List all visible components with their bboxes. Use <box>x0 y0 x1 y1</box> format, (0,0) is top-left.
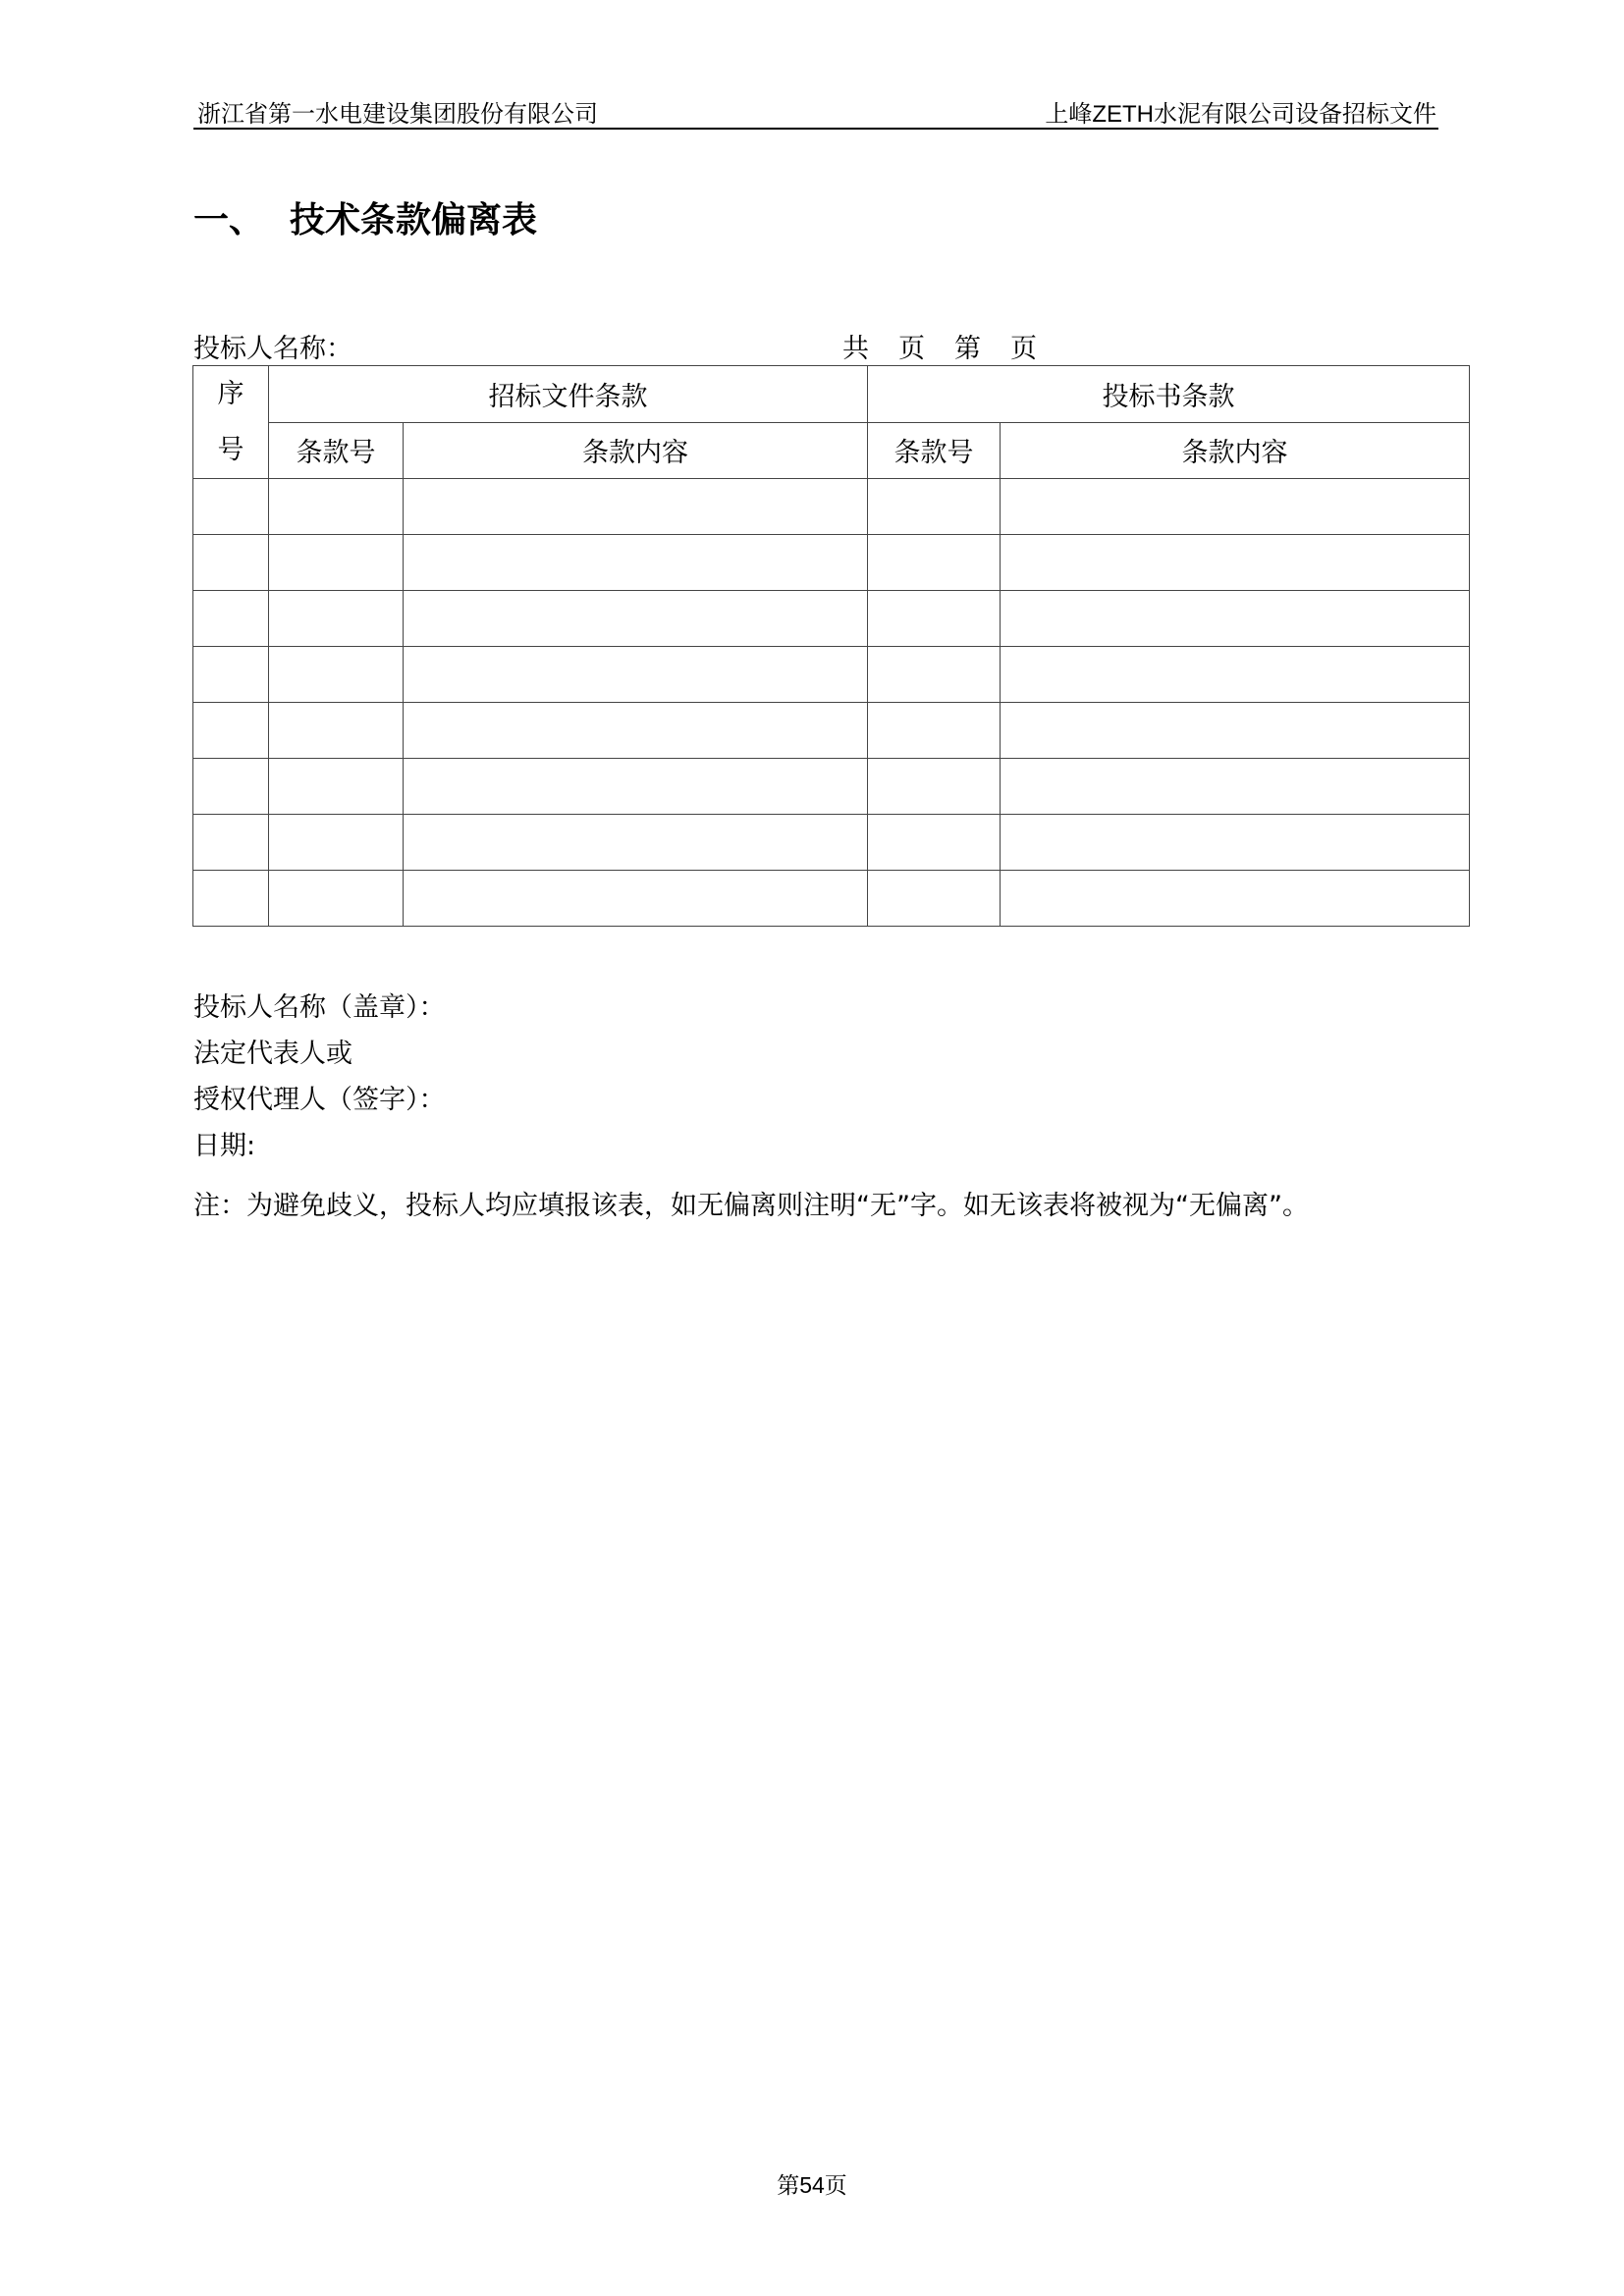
table-cell[interactable] <box>269 871 404 927</box>
table-cell[interactable] <box>868 647 1001 703</box>
table-cell[interactable] <box>404 591 868 647</box>
table-cell[interactable] <box>404 759 868 815</box>
table-cell[interactable] <box>404 647 868 703</box>
section-number: 一、 <box>193 200 265 240</box>
table-row <box>193 815 1470 871</box>
table-cell[interactable] <box>193 591 269 647</box>
table-cell[interactable] <box>868 479 1001 535</box>
table-cell[interactable] <box>868 535 1001 591</box>
table-cell[interactable] <box>269 759 404 815</box>
table-row <box>193 647 1470 703</box>
table-cell[interactable] <box>868 871 1001 927</box>
table-cell[interactable] <box>404 815 868 871</box>
page-header <box>193 94 1438 130</box>
page-number: 第54页 <box>777 2172 847 2198</box>
table-cell[interactable] <box>868 815 1001 871</box>
table-cell[interactable] <box>193 535 269 591</box>
table-cell[interactable] <box>404 703 868 759</box>
page-count-line <box>842 327 1039 365</box>
section-title <box>193 192 537 242</box>
deviation-table <box>192 365 1470 927</box>
table-cell[interactable] <box>404 871 868 927</box>
table-cell[interactable] <box>404 535 868 591</box>
table-cell[interactable] <box>1001 479 1470 535</box>
table-cell[interactable] <box>1001 815 1470 871</box>
table-body <box>193 479 1470 927</box>
table-cell[interactable] <box>193 759 269 815</box>
total-label: 共 <box>842 334 871 364</box>
table-row <box>193 871 1470 927</box>
tender-clause-content-header: 条款内容 <box>404 422 868 479</box>
seq-header <box>193 366 269 479</box>
seq-header-bottom: 号 <box>217 435 244 465</box>
table-cell[interactable] <box>1001 647 1470 703</box>
table-header-row-2 <box>193 422 1470 479</box>
bid-clauses-header: 投标书条款 <box>868 366 1470 423</box>
nth-label: 第 <box>954 334 983 364</box>
table-cell[interactable] <box>193 479 269 535</box>
signoff-date: 日期: <box>193 1131 256 1161</box>
signoff-legal-rep: 法定代表人或 <box>193 1039 352 1069</box>
table-cell[interactable] <box>868 703 1001 759</box>
table-row <box>193 759 1470 815</box>
table-cell[interactable] <box>193 703 269 759</box>
page-word-2: 页 <box>1010 334 1039 364</box>
table-row <box>193 535 1470 591</box>
table-row <box>193 479 1470 535</box>
table-cell[interactable] <box>193 647 269 703</box>
table-header-row-1 <box>193 366 1470 423</box>
bid-clause-content-header: 条款内容 <box>1001 422 1470 479</box>
table-cell[interactable] <box>193 871 269 927</box>
table-cell[interactable] <box>1001 535 1470 591</box>
table-cell[interactable] <box>404 479 868 535</box>
header-document-title: 上峰ZETH水泥有限公司设备招标文件 <box>1045 101 1436 128</box>
seq-header-top: 序 <box>217 379 244 409</box>
bid-clause-no-header: 条款号 <box>868 422 1001 479</box>
table-cell[interactable] <box>1001 591 1470 647</box>
table-cell[interactable] <box>193 815 269 871</box>
signoff-authorized-agent: 授权代理人（签字）： <box>193 1085 446 1115</box>
table-cell[interactable] <box>868 591 1001 647</box>
table-cell[interactable] <box>269 703 404 759</box>
note-text: 注：为避免歧义，投标人均应填报该表，如无偏离则注明“无”字。如无该表将被视为“无偏离”。 <box>193 1191 1309 1221</box>
table-cell[interactable] <box>269 815 404 871</box>
table-row <box>193 703 1470 759</box>
table-cell[interactable] <box>868 759 1001 815</box>
tender-clauses-header: 招标文件条款 <box>269 366 868 423</box>
table-cell[interactable] <box>269 591 404 647</box>
header-company: 浙江省第一水电建设集团股份有限公司 <box>197 101 598 128</box>
tender-clause-no-header: 条款号 <box>269 422 404 479</box>
bidder-name-label: 投标人名称： <box>193 334 352 364</box>
table-cell[interactable] <box>1001 759 1470 815</box>
table-cell[interactable] <box>1001 871 1470 927</box>
table-cell[interactable] <box>1001 703 1470 759</box>
page-word-1: 页 <box>898 334 927 364</box>
section-title-text: 技术条款偏离表 <box>290 200 538 240</box>
table-cell[interactable] <box>269 535 404 591</box>
table-cell[interactable] <box>269 647 404 703</box>
signoff-bidder-seal: 投标人名称（盖章）： <box>193 992 446 1023</box>
table-cell[interactable] <box>269 479 404 535</box>
table-row <box>193 591 1470 647</box>
